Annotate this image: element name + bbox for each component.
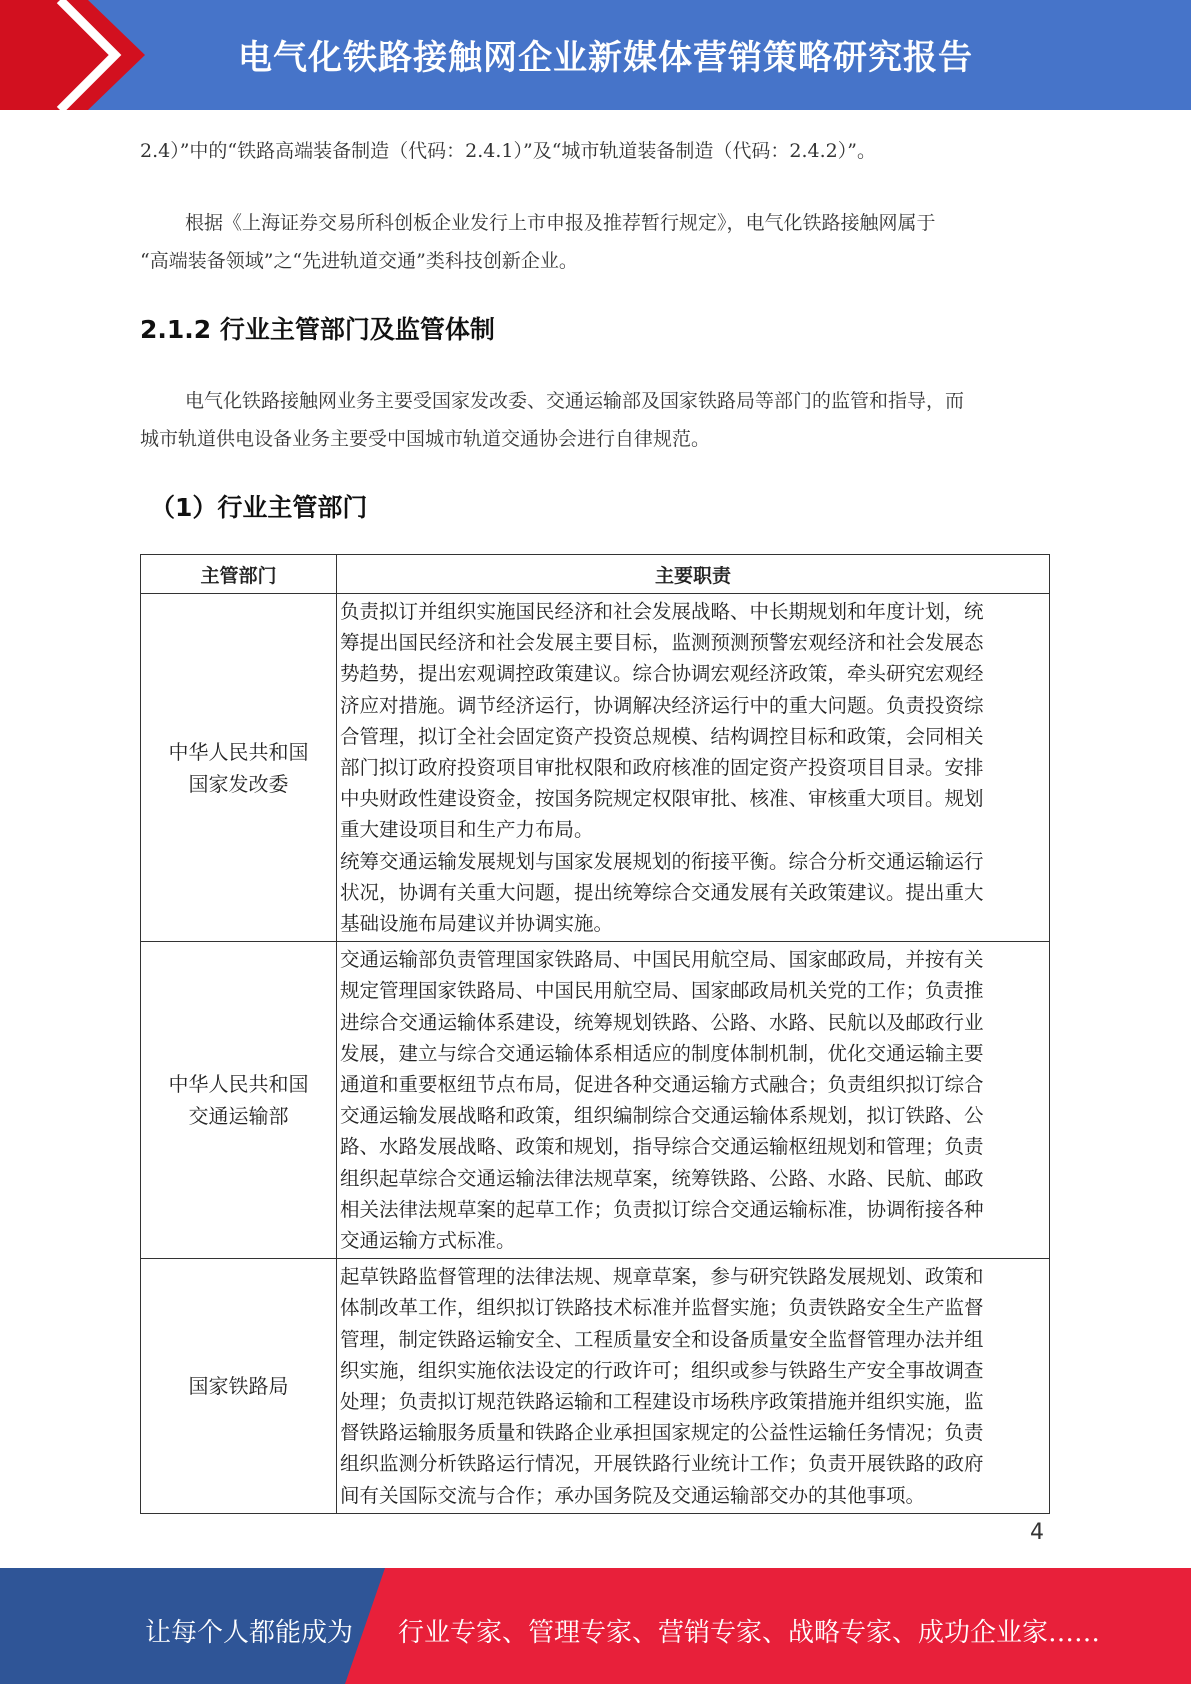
column-header-department: 主管部门 [141,555,337,594]
duties-line: 交通运输发展战略和政策，组织编制综合交通运输体系规划，拟订铁路、公 [340,1104,984,1128]
department-cell [141,1259,337,1514]
duties-line: 基础设施布局建议并协调实施。 [340,912,614,936]
table-row [141,1259,1050,1514]
duties-line: 重大建设项目和生产力布局。 [340,818,594,842]
department-name-line: 国家发改委 [188,771,289,796]
duties-line: 中央财政性建设资金，按国务院规定权限审批、核准、审核重大项目。规划 [340,787,984,811]
paragraph-code-reference: 2.4）”中的“铁路高端装备制造（代码：2.4.1）”及“城市轨道装备制造（代码：2.4.2）”。 [140,140,876,162]
page-header [0,0,1191,110]
page-footer [0,1568,1191,1684]
duties-line: 部门拟订政府投资项目审批权限和政府核准的固定资产投资项目目录。安排 [340,756,984,780]
footer-slogan-right: 行业专家、管理专家、营销专家、战略专家、成功企业家…… [398,1618,1101,1648]
department-name-line: 中华人民共和国 [168,739,309,764]
department-name-line: 中华人民共和国 [168,1072,309,1097]
duties-line: 势趋势，提出宏观调控政策建议。综合协调宏观经济政策，牵头研究宏观经 [340,662,984,686]
department-cell [141,942,337,1259]
paragraph-star-market [140,204,1052,280]
table-row [141,594,1050,942]
duties-line: 负责拟订并组织实施国民经济和社会发展战略、中长期规划和年度计划，统 [340,600,984,623]
duties-line: 状况，协调有关重大问题，提出统筹综合交通发展有关政策建议。提出重大 [340,880,984,904]
duties-line: 组织监测分析铁路运行情况，开展铁路行业统计工作；负责开展铁路的政府 [340,1452,984,1476]
footer-slogan-left: 让每个人都能成为 [145,1618,354,1648]
duties-line: 间有关国际交流与合作；承办国务院及交通运输部交办的其他事项。 [340,1483,926,1507]
page-number: 4 [1030,1520,1044,1545]
paragraph-line: 电气化铁路接触网业务主要受国家发改委、交通运输部及国家铁路局等部门的监管和指导，而 [185,390,965,412]
duties-cell [337,1259,1050,1514]
paragraph-line: 根据《上海证券交易所科创板企业发行上市申报及推荐暂行规定》，电气化铁路接触网属于 [185,212,936,234]
department-name-line: 国家铁路局 [188,1374,289,1399]
duties-line: 进综合交通运输体系建设，统筹规划铁路、公路、水路、民航以及邮政行业 [340,1010,984,1034]
duties-line: 发展，建立与综合交通运输体系相适应的制度体制机制，优化交通运输主要 [340,1041,984,1065]
column-header-duties: 主要职责 [337,555,1050,594]
table-header-row [141,555,1050,594]
duties-line: 路、水路发展战略、政策和规划，指导综合交通运输枢纽规划和管理；负责 [340,1135,984,1159]
duties-line: 处理；负责拟订规范铁路运输和工程建设市场秩序政策措施并组织实施，监 [340,1390,984,1414]
report-title: 电气化铁路接触网企业新媒体营销策略研究报告 [238,38,973,78]
duties-line: 体制改革工作，组织拟订铁路技术标准并监督实施；负责铁路安全生产监督 [340,1296,984,1320]
duties-line: 管理，制定铁路运输安全、工程质量安全和设备质量安全监督管理办法并组 [340,1327,984,1351]
duties-line: 督铁路运输服务质量和铁路企业承担国家规定的公益性运输任务情况；负责 [340,1421,984,1445]
section-heading-2-1-2: 2.1.2 行业主管部门及监管体制 [140,315,495,344]
duties-line: 交通运输方式标准。 [340,1229,516,1253]
duties-line: 织实施，组织实施依法设定的行政许可；组织或参与铁路生产安全事故调查 [340,1358,984,1382]
duties-line: 通道和重要枢纽节点布局，促进各种交通运输方式融合；负责组织拟订综合 [340,1073,984,1097]
duties-line: 规定管理国家铁路局、中国民用航空局、国家邮政局机关党的工作；负责推 [340,979,984,1003]
table-row [141,942,1050,1259]
table-body [141,594,1050,1514]
duties-line: 交通运输部负责管理国家铁路局、中国民用航空局、国家邮政局，并按有关 [340,948,984,972]
paragraph-line: 城市轨道供电设备业务主要受中国城市轨道交通协会进行自律规范。 [140,428,711,450]
duties-cell [337,594,1050,942]
competent-departments-table [140,554,1050,1514]
duties-line: 组织起草综合交通运输法律法规草案，统筹铁路、公路、水路、民航、邮政 [340,1166,984,1190]
duties-line: 筹提出国民经济和社会发展主要目标，监测预测预警宏观经济和社会发展态 [340,631,984,655]
duties-line: 起草铁路监督管理的法律法规、规章草案，参与研究铁路发展规划、政策和 [340,1265,984,1289]
duties-line: 济应对措施。调节经济运行，协调解决经济运行中的重大问题。负责投资综 [340,693,984,717]
duties-line: 统筹交通运输发展规划与国家发展规划的衔接平衡。综合分析交通运输运行 [340,849,984,873]
department-cell [141,594,337,942]
subheading-competent-departments: （1）行业主管部门 [150,493,368,522]
paragraph-regulation [140,382,1052,458]
duties-line: 合管理，拟订全社会固定资产投资总规模、结构调控目标和政策，会同相关 [340,724,984,748]
paragraph-line: “高端装备领域”之“先进轨道交通”类科技创新企业。 [140,250,578,272]
duties-line: 相关法律法规草案的起草工作；负责拟订综合交通运输标准，协调衔接各种 [340,1197,984,1221]
duties-cell [337,942,1050,1259]
department-name-line: 交通运输部 [188,1104,289,1129]
